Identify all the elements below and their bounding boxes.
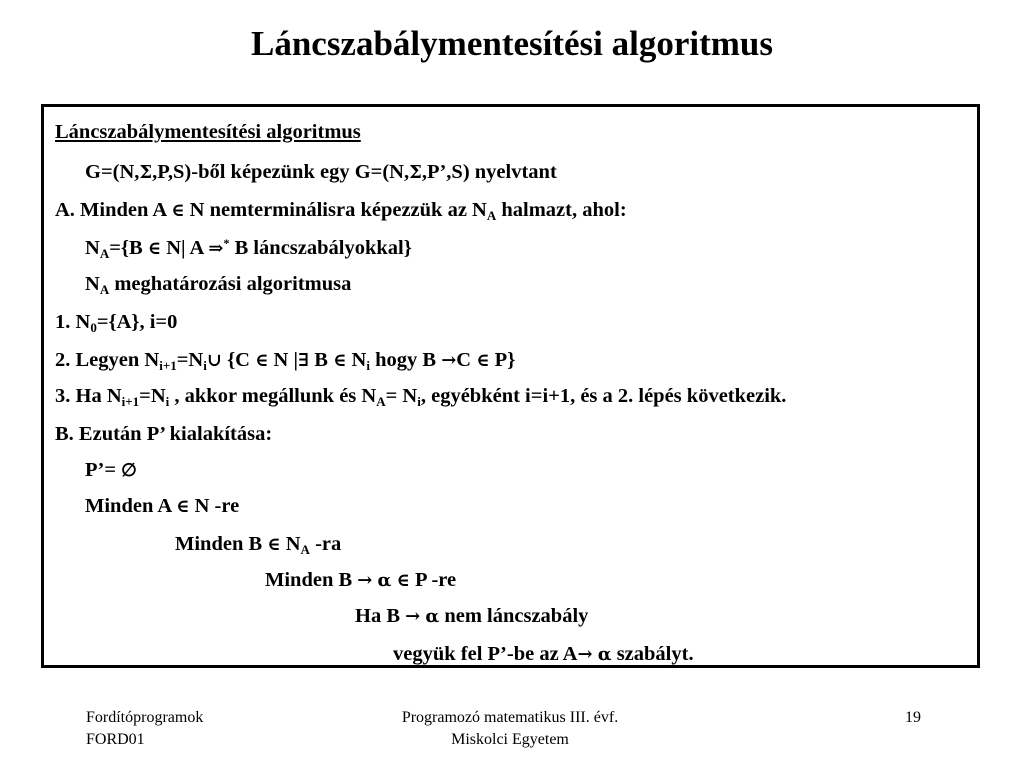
exists-symbol: ∃ xyxy=(298,350,310,371)
na-algorithm-line: $N_A$ meghatározási algoritmusa xyxy=(85,273,352,297)
arrow-symbol: → xyxy=(441,350,457,371)
union-symbol: ∪ xyxy=(206,350,222,371)
add-rule-line: vegyük fel P’-be az A→ α szabályt. xyxy=(393,643,694,665)
arrow-symbol: → xyxy=(405,606,421,627)
alpha-symbol: α xyxy=(597,644,612,665)
alpha-symbol: α xyxy=(377,570,392,591)
if-not-chain-line: Ha B → α nem láncszabály xyxy=(355,605,589,627)
element-of-symbol: ∈ xyxy=(267,534,281,555)
sigma-symbol: Σ xyxy=(409,162,422,183)
element-of-symbol: ∈ xyxy=(176,496,190,517)
loop-a-line: Minden A ∈ N -re xyxy=(85,495,240,517)
footer-university: Miskolci Egyetem xyxy=(451,731,569,748)
element-of-symbol: ∈ xyxy=(255,350,269,371)
step-1-line: 1. $N_0=\{A\}$, i=0 xyxy=(55,311,178,335)
box-heading: Láncszabálymentesítési algoritmus xyxy=(55,121,361,143)
step-a-line: A. Minden A ∈ N nemterminálisra képezzük az $N_A$ halmazt, ahol: xyxy=(55,199,627,223)
empty-set-symbol: ∅ xyxy=(121,460,137,481)
sigma-symbol: Σ xyxy=(139,162,153,183)
footer-course-code: FORD01 xyxy=(86,731,145,748)
element-of-symbol: ∈ xyxy=(147,238,162,259)
step-3-line: 3. Ha $N_{i+1}=N_i$ , akkor megállunk és $N_A= N_i$, egyébként i=i+1, és a 2. lépés következik. xyxy=(55,385,787,409)
step-2-line: 2. Legyen $N_{i+1}=N_i\cup$ {C ∈ N |∃ B ∈ $N_i$ hogy B →C ∈ P} xyxy=(55,349,516,373)
alpha-symbol: α xyxy=(425,606,440,627)
loop-rule-line: Minden B → α ∈ P -re xyxy=(265,569,457,591)
element-of-symbol: ∈ xyxy=(333,350,347,371)
na-definition-line: $N_A=\{B$ ∈ N| A ⇒* B láncszabályokkal} xyxy=(85,236,412,261)
derives-arrow-symbol: ⇒ xyxy=(208,238,224,259)
footer-course-name: Fordítóprogramok xyxy=(86,709,204,726)
element-of-symbol: ∈ xyxy=(171,200,185,221)
element-of-symbol: ∈ xyxy=(476,350,490,371)
slide-title: Láncszabálymentesítési algoritmus xyxy=(250,24,774,63)
such-that-bar: | xyxy=(181,237,186,259)
p-prime-empty-line: P’= ∅ xyxy=(85,459,137,481)
step-b-line: B. Ezután P’ kialakítása: xyxy=(55,423,273,445)
arrow-symbol: → xyxy=(577,644,593,665)
footer-program-name: Programozó matematikus III. évf. xyxy=(401,709,619,726)
footer-program xyxy=(330,707,690,751)
page-number: 19 xyxy=(905,709,921,726)
loop-b-line: Minden B ∈ $N_A$ -ra xyxy=(175,533,342,557)
element-of-symbol: ∈ xyxy=(396,570,410,591)
arrow-symbol: → xyxy=(357,570,373,591)
such-that-bar: | xyxy=(293,349,298,371)
grammar-line: G=(N,Σ,P,S)-ből képezünk egy G=(N,Σ,P’,S) nyelvtant xyxy=(85,161,557,183)
footer-course xyxy=(86,707,203,751)
